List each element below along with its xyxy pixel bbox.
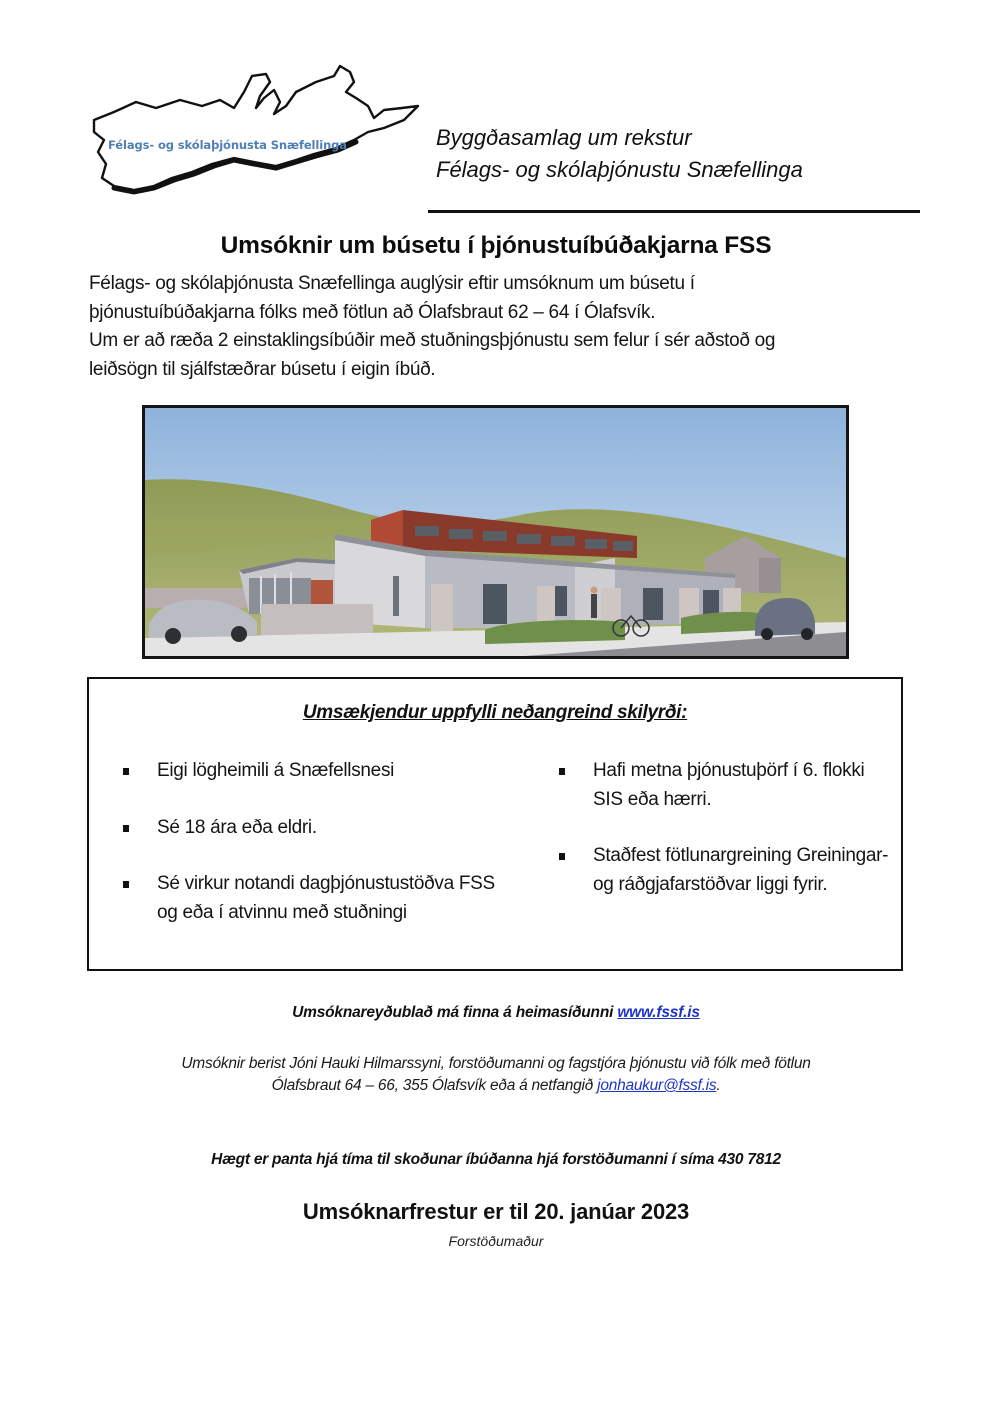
conditions-left-column (119, 757, 509, 927)
application-form-note (0, 1004, 992, 1022)
building-rendering-image (142, 405, 849, 659)
condition-text: Eigi lögheimili á Snæfellsnesi (157, 760, 395, 781)
period: . (716, 1077, 721, 1094)
intro-line: Um er að ræða 2 einstaklingsíbúðir með stuðningsþjónustu sem felur í sér aðstoð og (89, 330, 776, 351)
conditions-right-column (555, 757, 895, 899)
submission-instructions (0, 1053, 992, 1097)
condition-text: Staðfest fötlunargreining Greiningar- og ráðgjafarstöðvar liggi fyrir. (593, 845, 889, 895)
bullet-square-icon (559, 853, 565, 860)
org-name-line1: Byggðasamlag um rekstur (436, 125, 692, 150)
email-link[interactable]: jonhaukur@fssf.is (597, 1077, 717, 1094)
condition-item (119, 757, 509, 786)
signature: Forstöðumaður (448, 1233, 544, 1249)
org-name-line2: Félags- og skólaþjónustu Snæfellinga (436, 157, 803, 182)
form-note-text: Umsóknareyðublað má finna á heimasíðunni (292, 1004, 618, 1021)
bullet-square-icon (123, 881, 129, 888)
viewing-booking-note: Hægt er panta hjá tíma til skoðunar íbúðanna hjá forstöðumanni í síma 430 7812 (211, 1151, 781, 1168)
condition-item (555, 757, 895, 814)
snaefellsnes-map-outline-icon (84, 62, 440, 202)
conditions-title: Umsækjendur uppfylli neðangreind skilyrði: (302, 702, 688, 723)
intro-line: leiðsögn til sjálfstæðrar búsetu í eigin íbúð. (89, 358, 436, 380)
website-link[interactable]: www.fssf.is (617, 1004, 700, 1021)
condition-text: Sé 18 ára eða eldri. (157, 816, 317, 838)
submission-line1: Umsóknir berist Jóni Hauki Hilmarssyni, forstöðumanni og fagstjóra þjónustu við fólk með fötlun (181, 1055, 811, 1072)
fss-logo (84, 62, 440, 202)
organization-name (436, 122, 803, 186)
submission-line2 (0, 1075, 992, 1097)
intro-line: Félags- og skólaþjónusta Snæfellinga auglýsir eftir umsóknum um búsetu í (89, 273, 695, 294)
condition-text: Sé virkur notandi dagþjónustustöðva FSS og eða í atvinnu með stuðningi (157, 873, 495, 923)
application-deadline: Umsóknarfrestur er til 20. janúar 2023 (302, 1199, 690, 1224)
page-title: Umsóknir um búsetu í þjónustuíbúðakjarna FSS (220, 232, 772, 259)
condition-item (119, 870, 509, 927)
condition-item (119, 814, 509, 843)
header-divider (428, 210, 920, 213)
intro-line: þjónustuíbúðakjarna fólks með fötlun að Ólafsbraut 62 – 64 í Ólafsvík. (89, 301, 656, 323)
building-illustration (145, 408, 846, 656)
bullet-square-icon (123, 768, 129, 775)
bullet-square-icon (123, 825, 129, 832)
eligibility-conditions-box (87, 677, 903, 971)
condition-item (555, 842, 895, 899)
intro-paragraph (89, 270, 909, 384)
condition-text: Hafi metna þjónustuþörf í 6. flokki SIS eða hærri. (593, 760, 865, 810)
bullet-square-icon (559, 768, 565, 775)
address-text: Ólafsbraut 64 – 66, 355 Ólafsvík eða á netfangið (271, 1077, 598, 1094)
logo-text: Félags- og skólaþjónusta Snæfellinga (108, 138, 347, 152)
